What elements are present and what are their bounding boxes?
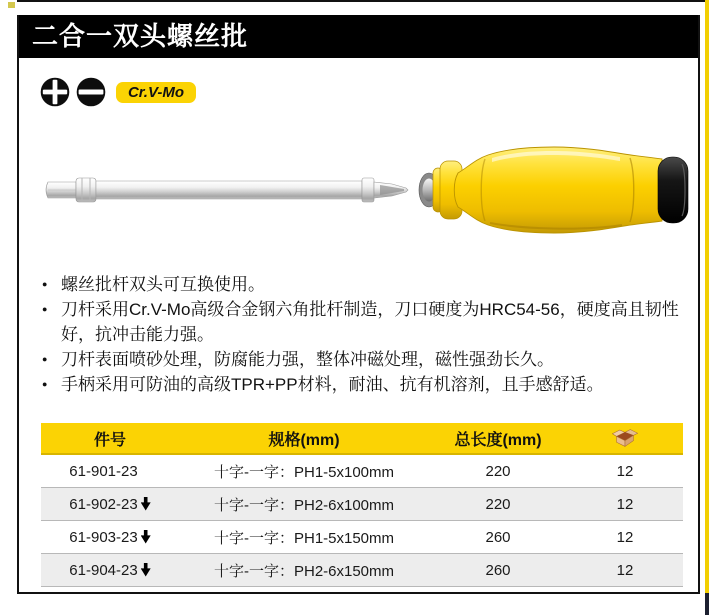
tip-type-row	[40, 77, 196, 107]
part-no: 61-904-23	[69, 561, 138, 579]
cell-qty: 12	[567, 488, 683, 521]
part-no: 61-901-23	[69, 462, 138, 480]
part-no: 61-903-23	[69, 528, 138, 546]
phillips-tip-icon	[40, 77, 70, 107]
table-row	[41, 488, 683, 521]
down-arrow-icon	[141, 563, 151, 577]
table-row	[41, 521, 683, 554]
corner-mark	[8, 2, 15, 8]
cell-length: 260	[429, 521, 567, 554]
material-badge: Cr.V-Mo	[116, 82, 196, 103]
shaft-bit-bar	[46, 178, 408, 202]
cell-part-no	[41, 554, 179, 587]
col-header-part-no: 件号	[41, 423, 179, 454]
cell-qty: 12	[567, 454, 683, 488]
page-edge-strip	[705, 0, 709, 593]
feature-item: ● 刀杆采用Cr.V-Mo高级合金钢六角批杆制造，刀口硬度为HRC54-56，硬度高且韧性好，抗冲击能力强。	[42, 297, 690, 347]
col-header-qty	[567, 423, 683, 454]
top-rule	[17, 0, 705, 2]
cell-length: 220	[429, 488, 567, 521]
cell-spec: 十字-一字：PH2-6x100mm	[179, 488, 429, 521]
product-photo-screwdriver	[30, 128, 690, 268]
cell-spec: 十字-一字：PH1-5x150mm	[179, 521, 429, 554]
carton-box-icon	[612, 429, 638, 448]
page-title: 二合一双头螺丝批	[19, 15, 698, 58]
cell-length: 260	[429, 554, 567, 587]
cell-length: 220	[429, 454, 567, 488]
part-no: 61-902-23	[69, 495, 138, 513]
handle	[419, 147, 688, 233]
feature-item: ● 螺丝批杆双头可互换使用。	[42, 272, 690, 297]
cell-part-no	[41, 454, 179, 488]
slotted-tip-icon	[76, 77, 106, 107]
table-row	[41, 554, 683, 587]
spec-table	[41, 423, 683, 587]
table-row	[41, 454, 683, 488]
cell-part-no	[41, 488, 179, 521]
feature-item: ● 手柄采用可防油的高级TPR+PP材料，耐油、抗有机溶剂，且手感舒适。	[42, 372, 690, 397]
cell-spec: 十字-一字：PH2-6x150mm	[179, 554, 429, 587]
catalog-panel	[17, 15, 700, 594]
col-header-length: 总长度(mm)	[429, 423, 567, 454]
cell-qty: 12	[567, 554, 683, 587]
col-header-spec: 规格(mm)	[179, 423, 429, 454]
cell-part-no	[41, 521, 179, 554]
page-edge-strip-end	[705, 593, 709, 615]
feature-item: ● 刀杆表面喷砂处理，防腐能力强，整体冲磁处理，磁性强劲长久。	[42, 347, 690, 372]
cell-spec: 十字-一字：PH1-5x100mm	[179, 454, 429, 488]
down-arrow-icon	[141, 497, 151, 511]
feature-list	[42, 272, 690, 397]
down-arrow-icon	[141, 530, 151, 544]
cell-qty: 12	[567, 521, 683, 554]
spec-table-header-row	[41, 423, 683, 454]
